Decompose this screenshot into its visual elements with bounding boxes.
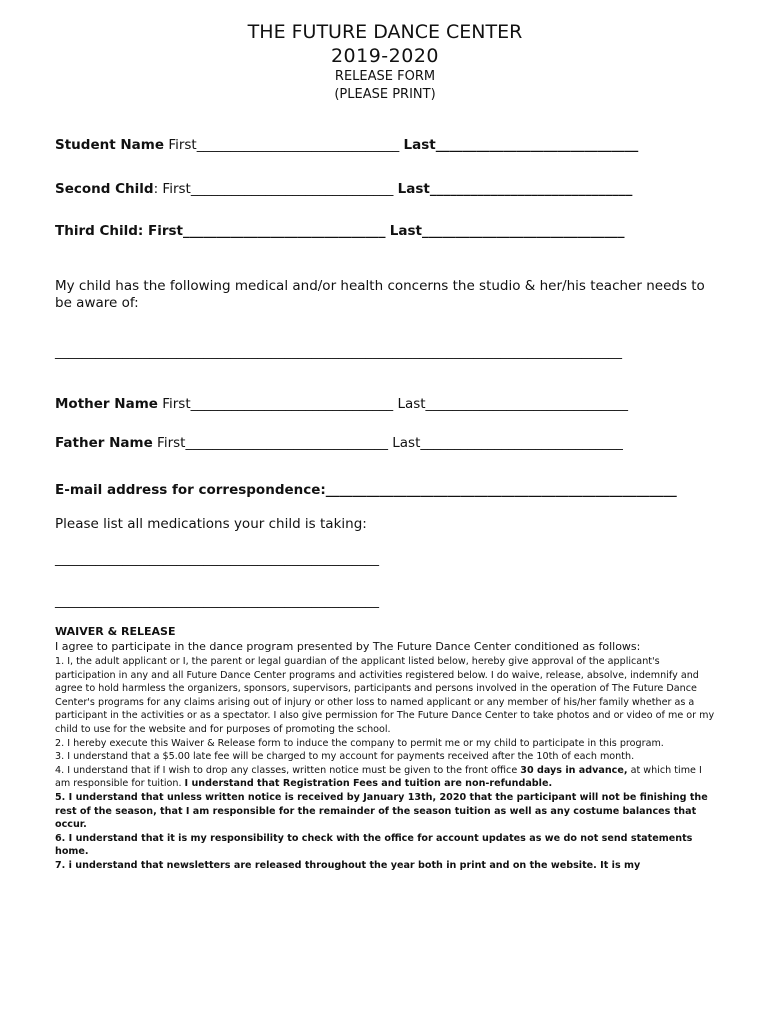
second-child-last-field[interactable]: Last______________________________ [397, 181, 633, 197]
second-child-label: Second Child [55, 181, 154, 197]
waiver-item-7: 7. i understand that newsletters are released throughout the year both in print and on the website. It is my [55, 859, 641, 871]
third-child-first-field[interactable]: Third Child: First______________________________ [55, 223, 386, 239]
student-first-field[interactable]: First______________________________ [168, 137, 400, 153]
medications-text: Please list all medications your child is taking: [55, 516, 367, 532]
waiver-item-4-text: 4. I understand that if I wish to drop any classes, written notice must be given to the front office [55, 764, 521, 776]
medical-concerns-field[interactable]: ____________________________________________________________________________________ [55, 344, 622, 360]
waiver-item-4-deadline: 30 days in advance, [520, 764, 628, 776]
student-name-label: Student Name [55, 137, 165, 153]
mother-first-field[interactable]: First______________________________ [162, 396, 394, 412]
email-field[interactable]: E-mail address for correspondence:____________________________________________________ [55, 482, 677, 498]
student-name-row[interactable] [55, 137, 638, 154]
waiver-heading: WAIVER & RELEASE [55, 625, 176, 638]
waiver-item-4 [55, 764, 720, 791]
medications-field-1[interactable]: ________________________________________________ [55, 551, 379, 567]
waiver-item-6: 6. I understand that it is my responsibility to check with the office for account updates as we do not send statements home. [55, 832, 693, 858]
medications-field-2[interactable]: ________________________________________________ [55, 593, 379, 609]
third-child-last-field[interactable]: Last______________________________ [389, 223, 625, 239]
waiver-item-1: 1. I, the adult applicant or I, the parent or legal guardian of the applicant listed below, hereby give approval of the applicant's participation in any and all Future Dance Center programs and activities registered below. I do waive, release, absolve, indemnify and agree to hold harmless the organizers, sponsors, supervisors, participants and persons involved in the operation of The Future Dance Center's programs for any claims arising out of injury or other loss to named applicant or any member of his/her family whether as a participant in the activities or as a spectator. I also give permission for The Future Dance Center to take photos and or video of me or my child to use for the website and for purposes of promoting the school. [55, 656, 715, 735]
medical-concerns-text: My child has the following medical and/or health concerns the studio & her/his teacher needs to be aware of: [55, 278, 705, 311]
father-name-row[interactable] [55, 435, 623, 452]
season-year: 2019-2020 [330, 45, 440, 67]
waiver-intro: I agree to participate in the dance program presented by The Future Dance Center conditioned as follows: [55, 640, 641, 653]
waiver-terms [55, 655, 720, 873]
school-title: THE FUTURE DANCE CENTER [247, 21, 523, 43]
waiver-item-4-refund: I understand that Registration Fees and tuition are non-refundable. [184, 778, 553, 790]
father-name-label: Father Name [55, 435, 153, 451]
form-title: RELEASE FORM [334, 69, 436, 84]
print-note: (PLEASE PRINT) [334, 87, 436, 102]
waiver-item-5: 5. I understand that unless written notice is received by January 13th, 2020 that the participant will not be finishing the rest of the season, that I am responsible for the remainder of the season tuition as well as any costume balances that occur. [55, 791, 708, 831]
waiver-item-3: 3. I understand that a $5.00 late fee will be charged to my account for payments received after the 10th of each month. [55, 751, 635, 763]
mother-last-field[interactable]: Last______________________________ [397, 396, 629, 412]
waiver-item-2: 2. I hereby execute this Waiver & Release form to induce the company to permit me or my child to participate in this program. [55, 737, 664, 749]
student-last-field[interactable]: Last______________________________ [403, 137, 639, 153]
father-last-field[interactable]: Last______________________________ [392, 435, 623, 451]
second-child-first-field[interactable]: : First______________________________ [153, 181, 394, 197]
mother-name-label: Mother Name [55, 396, 158, 412]
waiver-item-4-tuition: at which time I am responsible for tuition. [55, 764, 702, 790]
third-child-row[interactable] [55, 223, 625, 240]
second-child-row[interactable] [55, 181, 632, 198]
mother-name-row[interactable] [55, 396, 628, 413]
father-first-field[interactable]: First______________________________ [157, 435, 388, 451]
